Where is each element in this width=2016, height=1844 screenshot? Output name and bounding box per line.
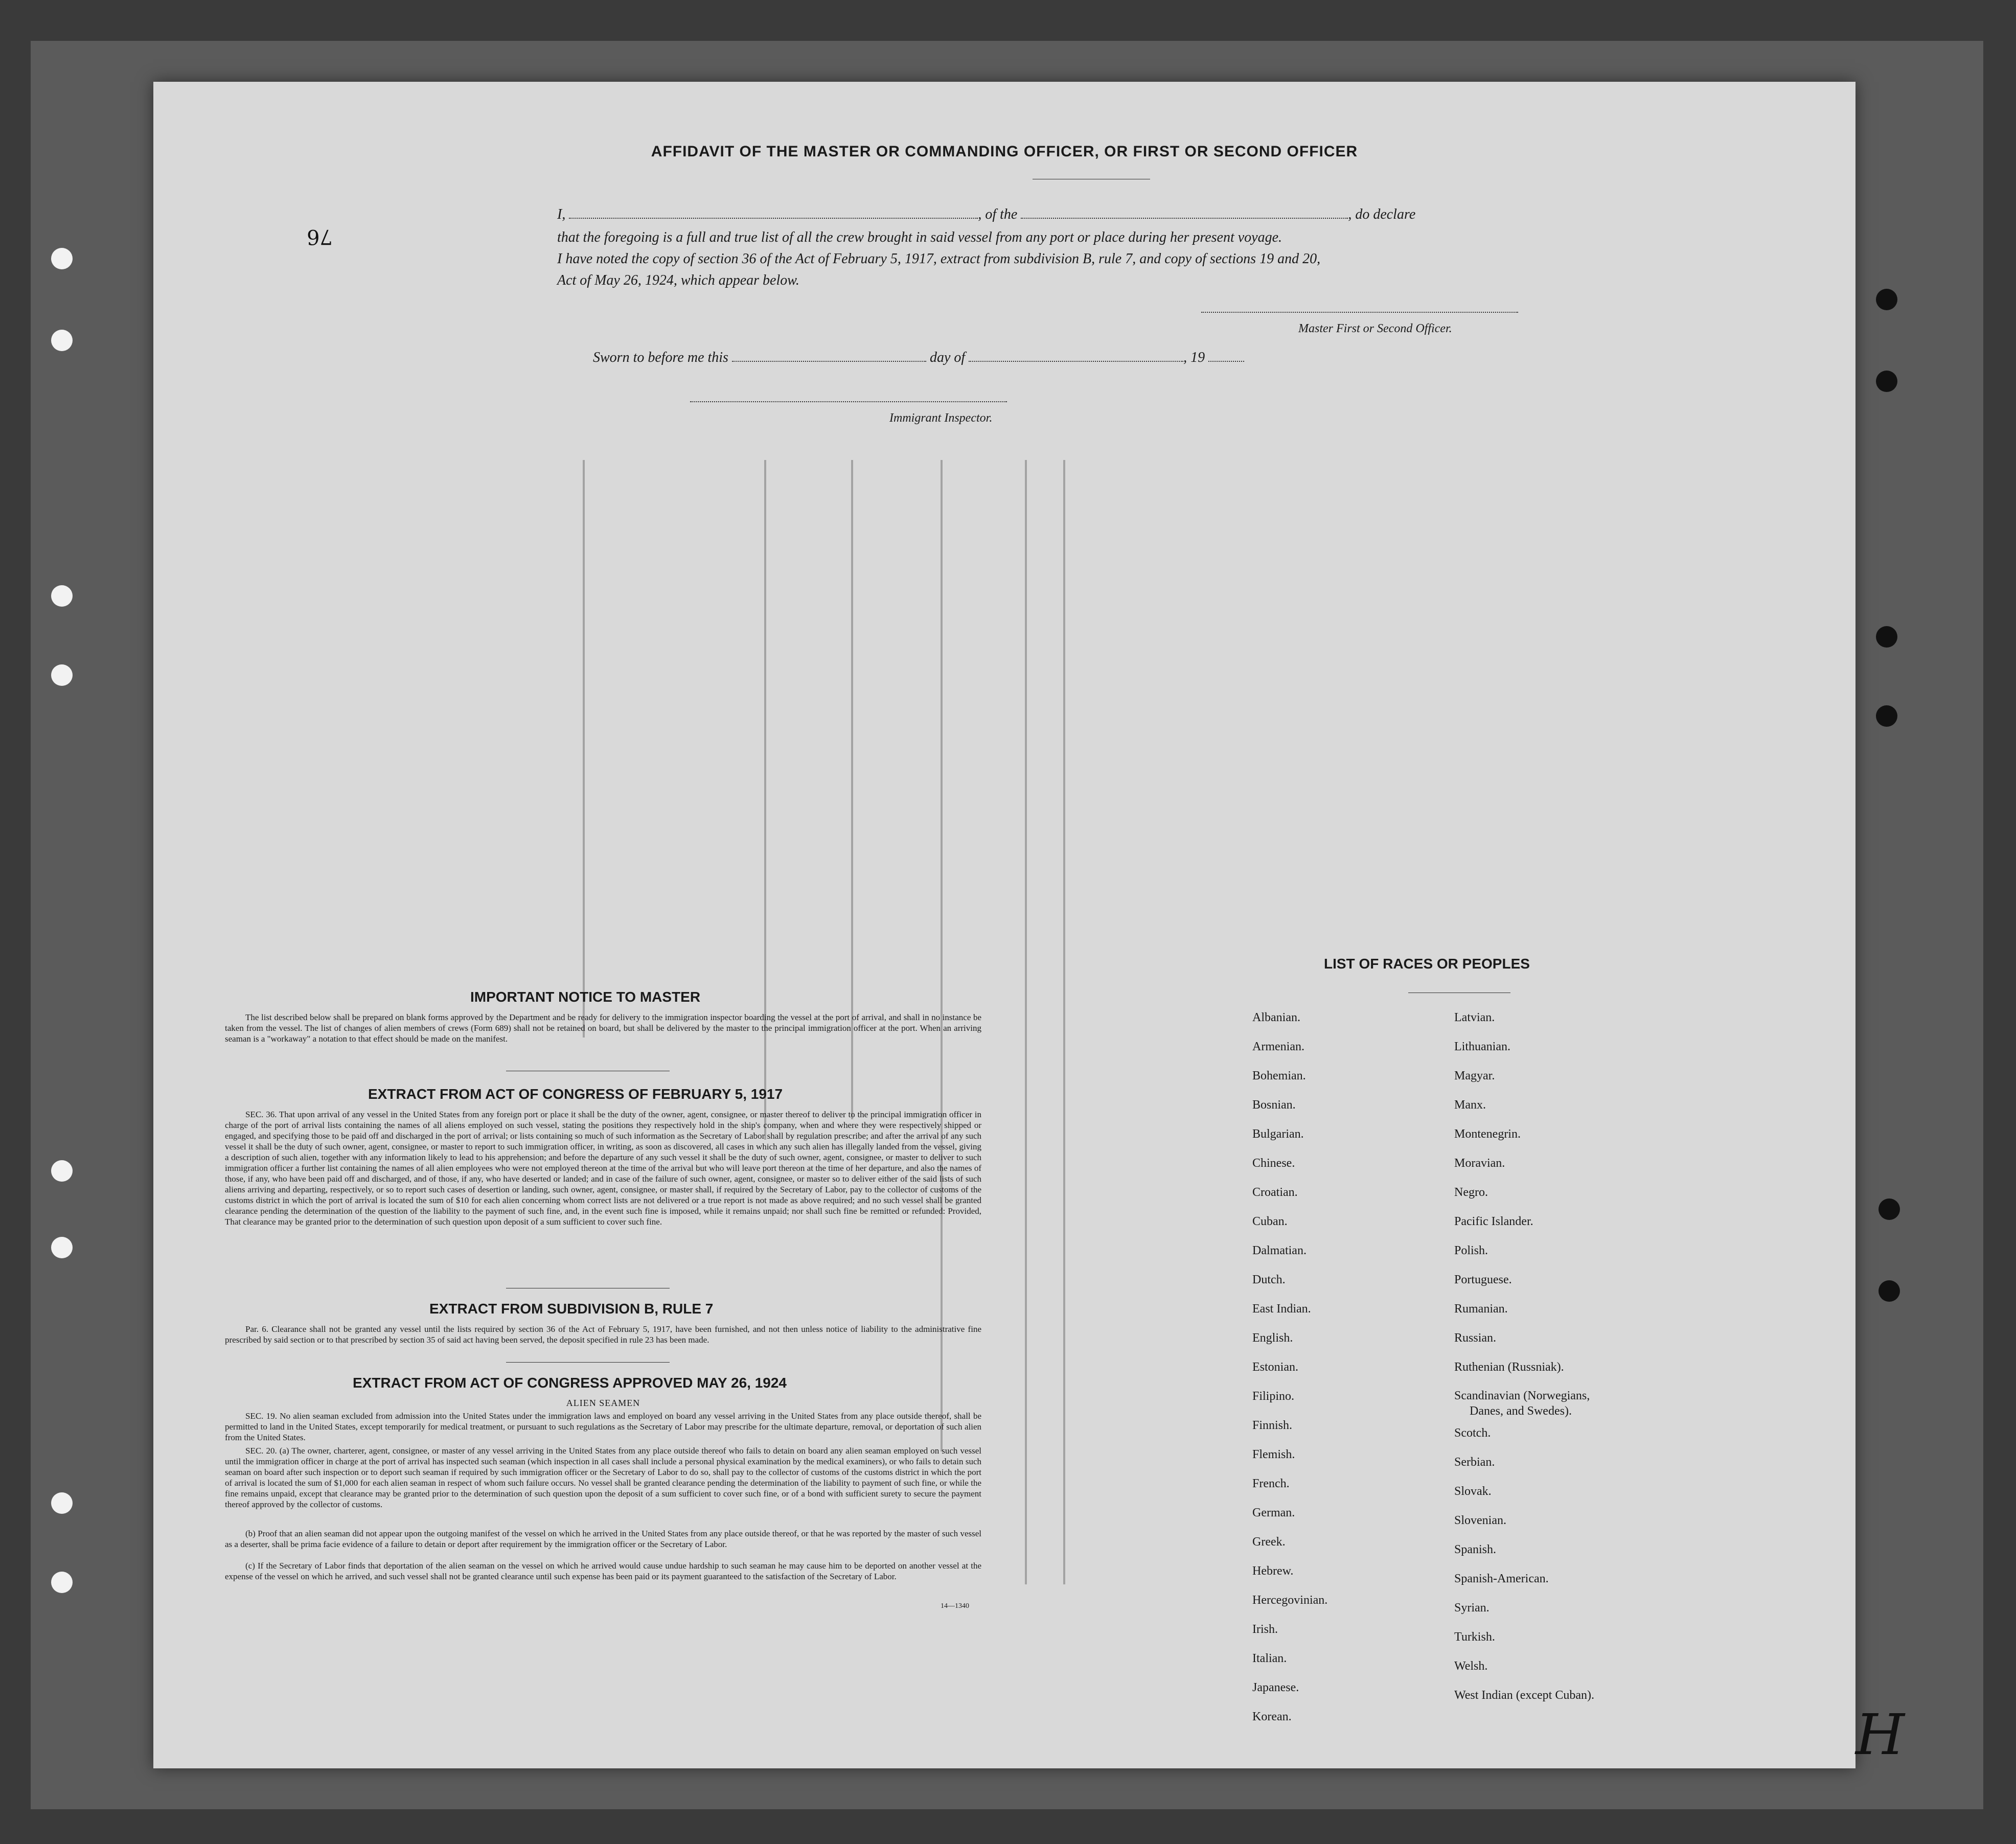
race-item: Pacific Islander. — [1454, 1215, 1533, 1228]
sworn-month-blank — [969, 351, 1183, 362]
sworn-day-blank — [732, 351, 926, 362]
race-item: Turkish. — [1454, 1630, 1495, 1644]
affidavit-of-the: , of the — [978, 206, 1018, 222]
punch-hole — [1878, 1280, 1900, 1302]
race-item: Latvian. — [1454, 1011, 1495, 1024]
year-label: , 19 — [1183, 350, 1205, 365]
act-1924-title: EXTRACT FROM ACT OF CONGRESS APPROVED MAY 26, 1924 — [353, 1375, 787, 1391]
section-rule — [506, 1362, 670, 1363]
race-item: Italian. — [1252, 1652, 1287, 1665]
name-blank — [569, 208, 978, 219]
act-1924-sec-20b: (b) Proof that an alien seaman did not appear upon the outgoing manifest of the vessel on which he arrived in the United States from any place outside thereof, or that he was reported by the master of such vessel as a deserter, shall be prima facie evidence of a failure to detain or deport after requirement by the immigration officer or the Secretary of Labor. — [225, 1529, 981, 1549]
year-blank — [1208, 351, 1244, 362]
race-item: Greek. — [1252, 1535, 1286, 1549]
binder-hole — [51, 330, 73, 351]
act-1917-title: EXTRACT FROM ACT OF CONGRESS OF FEBRUARY 5, 1917 — [368, 1086, 783, 1102]
race-item: Dutch. — [1252, 1273, 1286, 1286]
affidavit-i: I, — [557, 206, 566, 222]
binder-hole — [51, 1572, 73, 1593]
race-item: Moravian. — [1454, 1157, 1505, 1170]
race-item: Rumanian. — [1454, 1302, 1508, 1316]
inspector-signature-line — [690, 401, 1007, 402]
race-item: Montenegrin. — [1454, 1127, 1521, 1141]
rule-7-title: EXTRACT FROM SUBDIVISION B, RULE 7 — [429, 1301, 714, 1317]
race-item: Scandinavian (Norwegians, — [1454, 1389, 1590, 1402]
race-item: Croatian. — [1252, 1186, 1298, 1199]
form-number: 14—1340 — [941, 1602, 969, 1610]
punch-hole — [1876, 705, 1897, 727]
race-item: Spanish-American. — [1454, 1572, 1549, 1585]
race-item: Portuguese. — [1454, 1273, 1512, 1286]
punch-hole — [1878, 1198, 1900, 1220]
act-1924-sec-19: SEC. 19. No alien seaman excluded from admission into the United States under the immigration laws and employed on board any vessel arriving in the United States from any place outside thereof, shall be permitted to land in the United States, except temporarily for medical treatment, or pursuant to such regulations as the Secretary of Labor may prescribe for the ultimate departure, removal, or deportation of such alien from the United States. — [225, 1411, 981, 1442]
race-item: Korean. — [1252, 1710, 1292, 1723]
race-item: French. — [1252, 1477, 1290, 1490]
ghost-column-rule — [583, 460, 585, 1038]
race-item: East Indian. — [1252, 1302, 1311, 1316]
race-item: Hebrew. — [1252, 1564, 1294, 1578]
race-item: Scotch. — [1454, 1426, 1491, 1440]
race-item: Negro. — [1454, 1186, 1488, 1199]
race-item: Albanian. — [1252, 1011, 1300, 1024]
races-title: LIST OF RACES OR PEOPLES — [1324, 956, 1530, 972]
race-item: Slovenian. — [1454, 1514, 1506, 1527]
races-right-column — [1454, 1003, 1594, 1710]
handwritten-page-number: 76 — [307, 225, 333, 248]
binder-hole — [51, 1237, 73, 1258]
race-item: Armenian. — [1252, 1040, 1304, 1053]
race-item: Lithuanian. — [1454, 1040, 1510, 1053]
day-of-label: day of — [929, 350, 966, 365]
race-item: Slovak. — [1454, 1485, 1492, 1498]
notice-body: The list described below shall be prepared on blank forms approved by the Department and be ready for delivery to the immigration inspector boarding the vessel at the port of arrival, and shall in no instance be taken from the vessel. The list of changes of alien members of crews (Form 689) shall not be retained on board, but shall be delivered by the master to the principal immigration officer at the port. When an arriving seaman is a "workaway" a notation to that effect should be made on the manifest. — [225, 1012, 981, 1044]
punch-hole — [1876, 626, 1897, 648]
act-1924-sec-20a: SEC. 20. (a) The owner, charterer, agent, consignee, or master of any vessel arriving in the United States from any place outside thereof who fails to detain on board any alien seaman employed on such vessel until the immigration officer in charge at the port of arrival has inspected such seaman (which inspection in all cases shall include a personal physical examination by the medical examiners), or who fails to detain such seaman on board after such inspection or to deport such seaman if required by such immigration officer or the Secretary of Labor to do so, shall pay to the collector of customs of the customs district in which the port of arrival is located the sum of $1,000 for each alien seaman in respect of whom such failure occurs. No vessel shall be granted clearance pending the determination of the liability to payment of such fine, or while the fine remains unpaid, except that clearance may be granted prior to the determination of such question upon the deposit of a sum sufficient to cover such fine, or of a bond with sufficient surety to secure the payment thereof approved by the collector of customs. — [225, 1446, 981, 1509]
race-item: German. — [1252, 1506, 1295, 1519]
race-item: English. — [1252, 1331, 1293, 1345]
handwritten-mark: H — [1855, 1702, 1905, 1767]
race-item: Bohemian. — [1252, 1069, 1306, 1082]
inspector-caption: Immigrant Inspector. — [889, 411, 993, 425]
race-item: Dalmatian. — [1252, 1244, 1307, 1257]
race-item: Welsh. — [1454, 1659, 1488, 1673]
affidavit-line-1 — [557, 204, 1426, 225]
race-item: West Indian (except Cuban). — [1454, 1689, 1594, 1702]
punch-hole — [1876, 289, 1897, 310]
race-item: Spanish. — [1454, 1543, 1497, 1556]
vessel-blank — [1021, 208, 1348, 219]
race-item: Russian. — [1454, 1331, 1497, 1345]
race-item: Cuban. — [1252, 1215, 1288, 1228]
ghost-column-rule — [1063, 460, 1065, 1584]
race-item: Serbian. — [1454, 1456, 1495, 1469]
race-item: Estonian. — [1252, 1361, 1298, 1374]
binder-hole — [51, 585, 73, 607]
manifest-page — [153, 82, 1905, 1768]
race-item: Finnish. — [1252, 1419, 1293, 1432]
sworn-label: Sworn to before me this — [593, 350, 728, 365]
act-1924-subtitle: ALIEN SEAMEN — [566, 1398, 640, 1408]
binder-hole — [51, 1492, 73, 1514]
affidavit-do-declare: , do declare — [1348, 206, 1416, 222]
race-item: Syrian. — [1454, 1601, 1490, 1615]
race-item: Magyar. — [1454, 1069, 1495, 1082]
notice-title: IMPORTANT NOTICE TO MASTER — [470, 989, 701, 1005]
sworn-line — [593, 348, 1462, 368]
affidavit-line-2: that the foregoing is a full and true list of all the crew brought in said vessel from any port or place during her present voyage. — [557, 229, 1282, 245]
affidavit-line-3: I have noted the copy of section 36 of the Act of February 5, 1917, extract from subdivision B, rule 7, and copy of sections 19 and 20, — [557, 251, 1321, 267]
race-item: Danes, and Swedes). — [1470, 1404, 1572, 1418]
ghost-column-rule — [941, 460, 943, 1451]
race-item: Japanese. — [1252, 1681, 1299, 1694]
races-left-column — [1252, 1003, 1327, 1732]
race-item: Irish. — [1252, 1623, 1278, 1636]
binder-hole — [51, 248, 73, 269]
race-item: Manx. — [1454, 1098, 1486, 1112]
race-item: Filipino. — [1252, 1390, 1295, 1403]
race-item: Bulgarian. — [1252, 1127, 1304, 1141]
ghost-column-rule — [1025, 460, 1027, 1584]
master-signature-line — [1201, 312, 1518, 313]
act-1917-body: SEC. 36. That upon arrival of any vessel in the United States from any foreign port or place it shall be the duty of the owner, agent, consignee, or master thereof to deliver to the principal immigration officer in charge of the port of arrival lists containing the names of all aliens employed on such vessel, stating the positions they respectively hold in the ship's company, when and where they were respectively shipped or engaged, and specifying those to be paid off and discharged in the port of arrival; or lists containing so much of such information as the Secretary of Labor shall by regulation prescribe; and after the arrival of any such vessel it shall be the duty of such owner, agent, consignee, or master to report to such immigration officer, in writing, as soon as discovered, all cases in which any such alien has illegally landed from the vessel, giving a description of such alien, together with any information likely to lead to his apprehension; and before the departure of any such vessel it shall be the duty of such owner, agent, consignee, or master to deliver to such immigration officer a further list containing the names of all alien employees who were not employed thereon at the time of the arrival but who will leave port thereon at the time of her departure, and also the names of those, if any, who have been paid off and discharged, and of those, if any, who have deserted or landed; and in case of the failure of such owner, agent, consignee, or master so to deliver either of the said lists of such aliens arriving and departing, respectively, or so to report such cases of desertion or landing, such owner, agent, consignee, or master shall, if required by the Secretary of Labor, pay to the collector of customs of the customs district in which the port of arrival is located the sum of $10 for each alien concerning whom correct lists are not delivered or a true report is not made as above required; and no such vessel shall be granted clearance pending the determination of the question of the liability to the payment of such fine, and, in the event such fine is imposed, while it remains unpaid; nor shall such fine be remitted or refunded: Provided, That clearance may be granted prior to the determination of such question upon deposit of a sum sufficient to cover such fine. — [225, 1110, 981, 1227]
rule-7-body: Par. 6. Clearance shall not be granted any vessel until the lists required by section 36 of the Act of February 5, 1917, have been furnished, and not then unless notice of liability to the administrative fine prescribed by said section or to that prescribed by section 35 of said act having been served, the deposit specified in rule 23 has been made. — [225, 1324, 981, 1345]
race-item: Flemish. — [1252, 1448, 1295, 1461]
race-item: Polish. — [1454, 1244, 1488, 1257]
affidavit-line-4: Act of May 26, 1924, which appear below. — [557, 272, 799, 288]
binder-hole — [51, 1160, 73, 1182]
master-caption: Master First or Second Officer. — [1298, 322, 1452, 335]
punch-hole — [1876, 371, 1897, 392]
affidavit-title: AFFIDAVIT OF THE MASTER OR COMMANDING OFFICER, OR FIRST OR SECOND OFFICER — [651, 143, 1358, 160]
race-item: Chinese. — [1252, 1157, 1295, 1170]
race-item: Hercegovinian. — [1252, 1594, 1328, 1607]
binder-hole — [51, 664, 73, 686]
race-item: Bosnian. — [1252, 1098, 1296, 1112]
act-1924-sec-20c: (c) If the Secretary of Labor finds that deportation of the alien seaman on the vessel on which he arrived would cause undue hardship to such seaman he may cause him to be deported on another vessel at the expense of the vessel on which he arrived, and such vessel shall not be granted clearance until such expense has been paid or its payment guaranteed to the satisfaction of the Secretary of Labor. — [225, 1561, 981, 1581]
race-item: Ruthenian (Russniak). — [1454, 1361, 1564, 1374]
